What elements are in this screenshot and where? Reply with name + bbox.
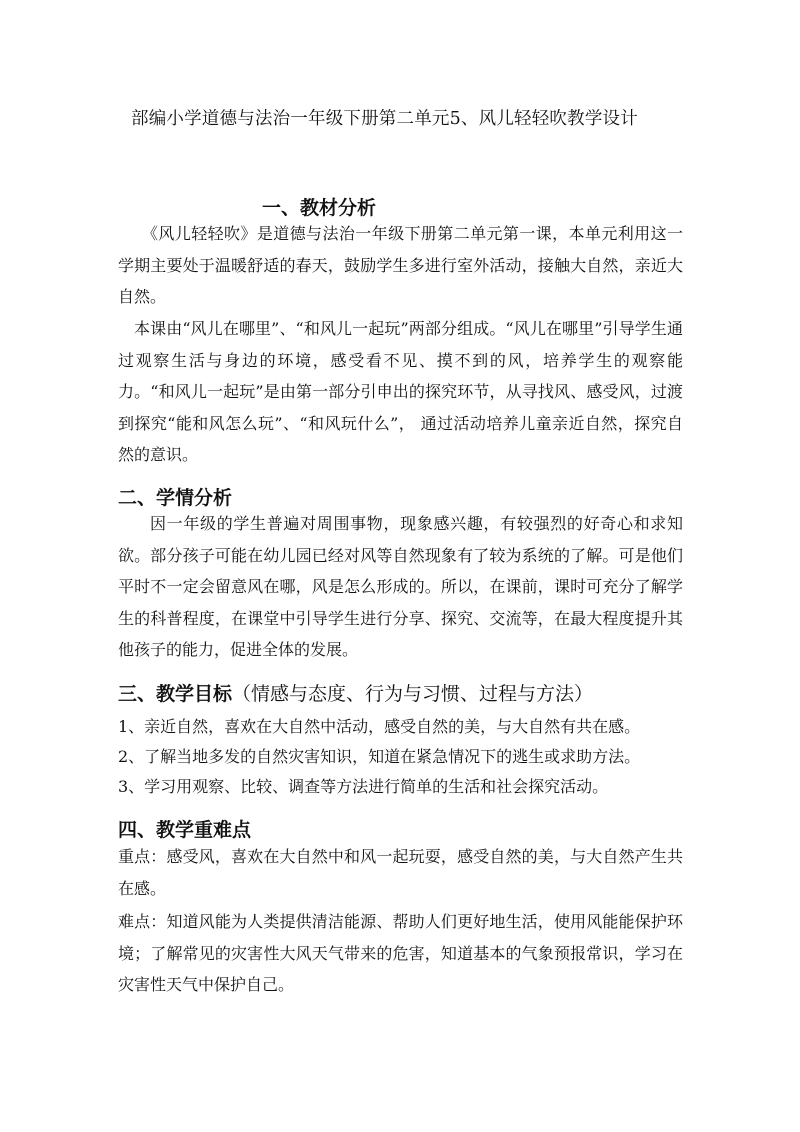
teaching-goals-title: 三、教学目标 xyxy=(118,683,233,705)
paragraph-lesson-structure: 本课由“风儿在哪里”、“和风儿一起玩”两部分组成。“风儿在哪里”引导学生通过观察生活与身边的环境，感受看不见、摸不到的风，培养学生的观察能力。“和风儿一起玩”是由第一部分引申出的探究环节，从寻找风、感受风，过渡到探究“能和风怎么玩”、“和风玩什么”， 通过活动培养儿童亲近自然，探究自然的意识。 xyxy=(118,319,683,464)
section-heading-student-analysis: 二、学情分析 xyxy=(118,487,233,509)
teaching-goals-note: （情感与态度、行为与习惯、过程与方法） xyxy=(232,683,594,705)
section-heading-key-difficult-points: 四、教学重难点 xyxy=(118,819,252,841)
paragraph-materials-intro: 《风儿轻轻吹》是道德与法治一年级下册第二单元第一课，本单元利用这一学期主要处于温暖舒适的春天，鼓励学生多进行室外活动，接触大自然，亲近大自然。 xyxy=(118,224,683,306)
paragraph-key-point: 重点：感受风，喜欢在大自然中和风一起玩耍，感受自然的美，与大自然产生共在感。 xyxy=(118,847,683,898)
paragraph-student-analysis: 因一年级的学生普遍对周围事物，现象感兴趣，有较强烈的好奇心和求知欲。部分孩子可能在幼儿园已经对风等自然现象有了较为系统的了解。可是他们平时不一定会留意风在哪，风是怎么形成的。所以，在课前，课时可充分了解学生的科普程度，在课堂中引导学生进行分享、探究、交流等，在最大程度提升其他孩子的能力，促进全体的发展。 xyxy=(118,514,683,659)
goal-item: 1、亲近自然，喜欢在大自然中活动，感受自然的美，与大自然有共在感。 xyxy=(118,717,641,736)
section-heading-materials-analysis: 一、教材分析 xyxy=(262,197,377,219)
goal-item: 3、学习用观察、比较、调查等方法进行简单的生活和社会探究活动。 xyxy=(118,777,609,796)
section-heading-teaching-goals xyxy=(118,679,593,706)
paragraph-difficult-point: 难点：知道风能为人类提供清洁能源、帮助人们更好地生活，使用风能能保护环境；了解常见的灾害性大风天气带来的危害，知道基本的气象预报常识，学习在灾害性天气中保护自己。 xyxy=(118,912,683,994)
document-title: 部编小学道德与法治一年级下册第二单元5、风儿轻轻吹教学设计 xyxy=(131,109,638,129)
goal-item: 2、了解当地多发的自然灾害知识，知道在紧急情况下的逃生或求助方法。 xyxy=(118,747,641,766)
